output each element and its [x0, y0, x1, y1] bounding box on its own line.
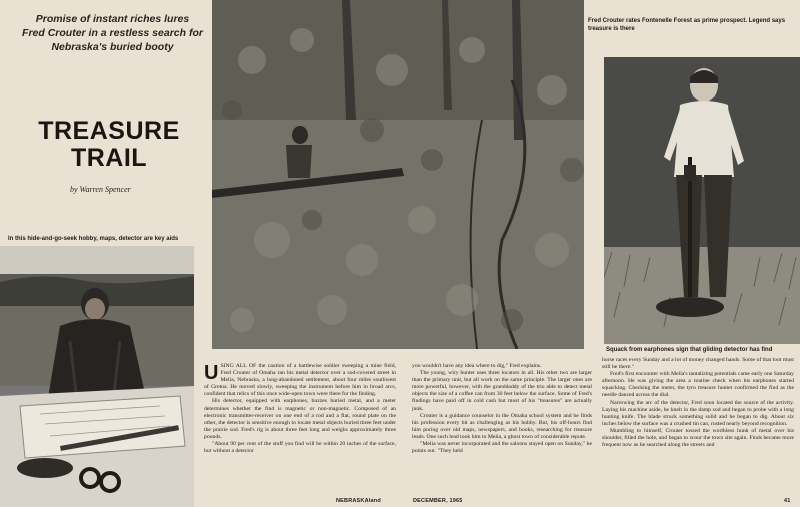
photo-forest	[212, 0, 584, 349]
paragraph: horse races every Sunday and a lot of money changed hands. Some of that loot must still be there."	[602, 357, 794, 371]
paragraph: His detector, equipped with earphones, buzzes buried metal, and a meter determines whether the find is magnetic or non-magnetic. Composed of an electronic transmitter-receiver on one end of a rod and a flat, round plate on the other, the detector is sensitive enough to locate metal objects buried three feet under the prairie sod. Fred's rig is about three feet long and weighs approximately three pounds.	[204, 398, 396, 440]
caption-left-photo: In this hide-and-go-seek hobby, maps, detector are key aids	[8, 236, 179, 242]
body-column-3	[602, 357, 794, 496]
folio-date: DECEMBER, 1965	[413, 498, 463, 504]
paragraph: Narrowing the arc of the detector, Fred soon located the source of the activity. Laying his machine aside, he knelt in the damp sod and began to probe with a long hunting knife. The blade struck something solid and he began to dig. About six inches below the surface was a crushed tin can, rusted nearly beyond recognition.	[602, 399, 794, 427]
article-title	[14, 118, 204, 172]
paragraph: Crouter is a guidance counselor in the Omaha school system and he finds his profession every bit as challenging as his hobby. But, his off-hours find him poring over old maps, newspapers, and books, researching for treasure leads. One such lead took him to Melia, a ghost town of considerable repute.	[412, 412, 592, 440]
paragraph: SING ALL OF the caution of a battlewise soldier sweeping a mine field, Fred Crouter of Omaha ran his metal detector over a sod-covered street in Melia, Nebraska, a long-abandoned settlement, about four miles southwest of Gretna. He moved slowly, sweeping the instrument before him in broad arcs, confident that relics of this once wide-open town were there for the finding.	[204, 363, 396, 398]
paragraph: "About 90 per cent of the stuff you find will be within 20 inches of the surface, but without a detector	[204, 441, 396, 455]
tagline-line-3: Nebraska's buried booty	[51, 41, 174, 53]
tagline-line-2: Fred Crouter in a restless search for	[22, 27, 203, 39]
paragraph: Mumbling to himself, Crouter tossed the worthless hunk of metal over his shoulder, filled the hole, and began to scour the town site again. Finds became more frequent now as he searched along the streets and	[602, 427, 794, 449]
body-column-1	[204, 363, 396, 496]
photo-man-with-maps	[0, 246, 194, 507]
byline: by Warren Spencer	[70, 185, 131, 194]
paragraph: "Melia was never incorporated and the saloons stayed open on Sunday," he points out. "They held	[412, 441, 592, 455]
caption-forest-photo: Fred Crouter rates Fontenelle Forest as prime prospect. Legend says treasure is there	[588, 18, 786, 32]
paragraph: The young, wiry hunter uses three locators in all. His other two are larger than the primary unit, but all work on the same principle. The larger ones are more powerful, however, with the granddaddy of the trio able to detect metal objects the size of a coffee can from 30 feet below the surface. Some of Fred's findings have paid off in cold cash but most of his "treasures" are actually junk.	[412, 370, 592, 412]
drop-cap: U	[204, 363, 219, 384]
photo-man-with-detector	[604, 57, 800, 344]
paragraph: you wouldn't have any idea where to dig," Fred explains.	[412, 363, 542, 369]
folio-magazine-name: NEBRASKAland	[336, 498, 381, 504]
tagline-line-1: Promise of instant riches lures	[35, 13, 190, 25]
title-line-1: TREASURE	[38, 117, 180, 145]
body-column-2	[412, 363, 592, 496]
tagline	[20, 12, 205, 54]
paragraph: Fred's first encounter with Melia's tantalizing potentials came early one Saturday afternoon. He was giving the area a routine check when his earphones started squacking. Checking the meter, the tyro treasure hunter confirmed the find as the needle danced across the dial.	[602, 371, 794, 399]
title-line-2: TRAIL	[70, 144, 148, 172]
caption-right-photo: Squack from earphones sign that gliding detector has find	[606, 347, 773, 353]
folio-page-number: 41	[784, 498, 791, 504]
